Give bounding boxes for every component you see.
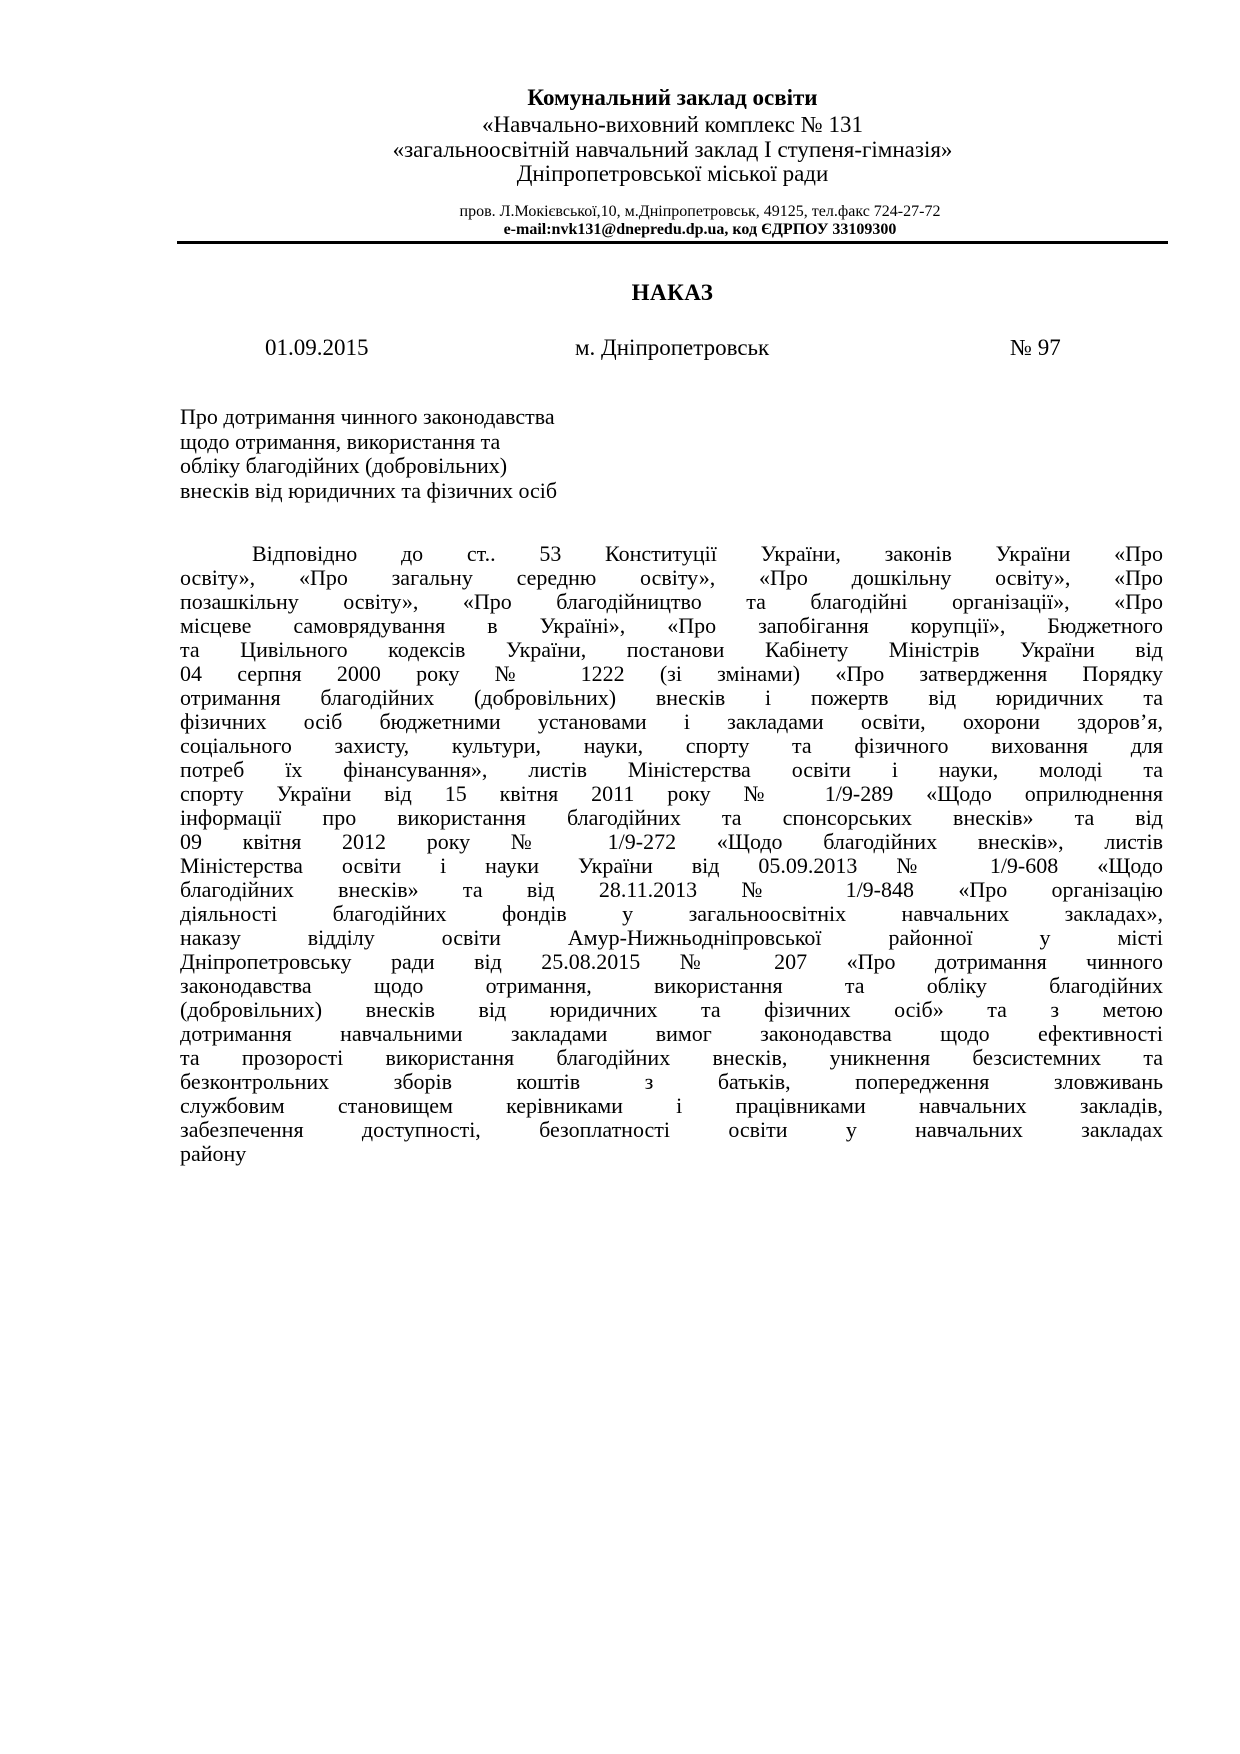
institution-name-line-3: Дніпропетровської міської ради: [516, 161, 829, 186]
body-line: позашкільну освіту», «Про благодійництво та благодійні організації», «Про: [180, 590, 1163, 614]
document-type: НАКАЗ: [631, 280, 714, 305]
body-line: дотримання навчальними закладами вимог законодавства щодо ефективності: [180, 1022, 1163, 1046]
body-line: району: [180, 1142, 247, 1166]
subject-line: Про дотримання чинного законодавства: [180, 404, 555, 429]
body-line: Відповідно до ст.. 53 Конституції України, законів України «Про: [252, 542, 1163, 566]
body-line: 09 квітня 2012 року № 1/9-272 «Щодо благодійних внесків», листів: [180, 830, 1163, 854]
subject-line: внесків від юридичних та фізичних осіб: [180, 477, 558, 503]
subject-line: обліку благодійних (добровільних): [180, 453, 508, 478]
body-line: забезпечення доступності, безоплатності освіти у навчальних закладах: [180, 1118, 1163, 1142]
body-line: Міністерства освіти і науки України від 05.09.2013 № 1/9-608 «Щодо: [180, 854, 1163, 878]
contact-email-code: e-mail:nvk131@dnepredu.dp.ua, код ЄДРПОУ 33109300: [503, 221, 897, 238]
body-line: освіту», «Про загальну середню освіту», «Про дошкільну освіту», «Про: [180, 566, 1163, 590]
institution-title: Комунальний заклад освіти: [527, 85, 818, 110]
body-line: (добровільних) внесків від юридичних та фізичних осіб» та з метою: [180, 998, 1163, 1022]
body-line: інформації про використання благодійних та спонсорських внесків» та від: [180, 806, 1163, 830]
body-line: благодійних внесків» та від 28.11.2013 № 1/9-848 «Про організацію: [180, 878, 1163, 902]
institution-name-line-1: «Навчально-виховний комплекс № 131: [482, 112, 863, 137]
body-line: Дніпропетровську ради від 25.08.2015 № 207 «Про дотримання чинного: [180, 950, 1163, 974]
body-line: отримання благодійних (добровільних) внесків і пожертв від юридичних та: [180, 686, 1163, 710]
body-line: спорту України від 15 квітня 2011 року № 1/9-289 «Щодо оприлюднення: [180, 782, 1163, 806]
subject-line: щодо отримання, використання та: [180, 428, 501, 454]
body-line: службовим становищем керівниками і працівниками навчальних закладів,: [180, 1094, 1163, 1118]
document-body: [180, 542, 1163, 1166]
body-line: соціального захисту, культури, науки, спорту та фізичного виховання для: [180, 734, 1163, 758]
body-line: фізичних осіб бюджетними установами і закладами освіти, охорони здоров’я,: [180, 710, 1163, 734]
contact-address: пров. Л.Мокієвської,10, м.Дніпропетровськ, 49125, тел.факс 724-27-72: [459, 203, 941, 220]
body-line: 04 серпня 2000 року № 1222 (зі змінами) «Про затвердження Порядку: [180, 662, 1163, 686]
body-line: потреб їх фінансування», листів Міністерства освіти і науки, молоді та: [180, 758, 1163, 782]
body-line: діяльності благодійних фондів у загальноосвітніх навчальних закладах»,: [180, 902, 1163, 926]
body-line: та Цивільного кодексів України, постанови Кабінету Міністрів України від: [180, 638, 1163, 662]
document-date: 01.09.2015: [265, 335, 369, 360]
body-line: місцеве самоврядування в Україні», «Про запобігання корупції», Бюджетного: [180, 614, 1163, 638]
header-divider: [177, 241, 1168, 244]
document-number: № 97: [1010, 335, 1061, 360]
institution-name-line-2: «загальноосвітній навчальний заклад І ступеня-гімназія»: [392, 137, 953, 162]
body-line: наказу відділу освіти Амур-Нижньодніпровської районної у місті: [180, 926, 1163, 950]
document-subject: [180, 405, 557, 503]
document-city: м. Дніпропетровськ: [575, 335, 770, 360]
body-line: та прозорості використання благодійних внесків, уникнення безсистемних та: [180, 1046, 1163, 1070]
body-line: законодавства щодо отримання, використання та обліку благодійних: [180, 974, 1163, 998]
body-line: безконтрольних зборів коштів з батьків, попередження зловживань: [180, 1070, 1163, 1094]
